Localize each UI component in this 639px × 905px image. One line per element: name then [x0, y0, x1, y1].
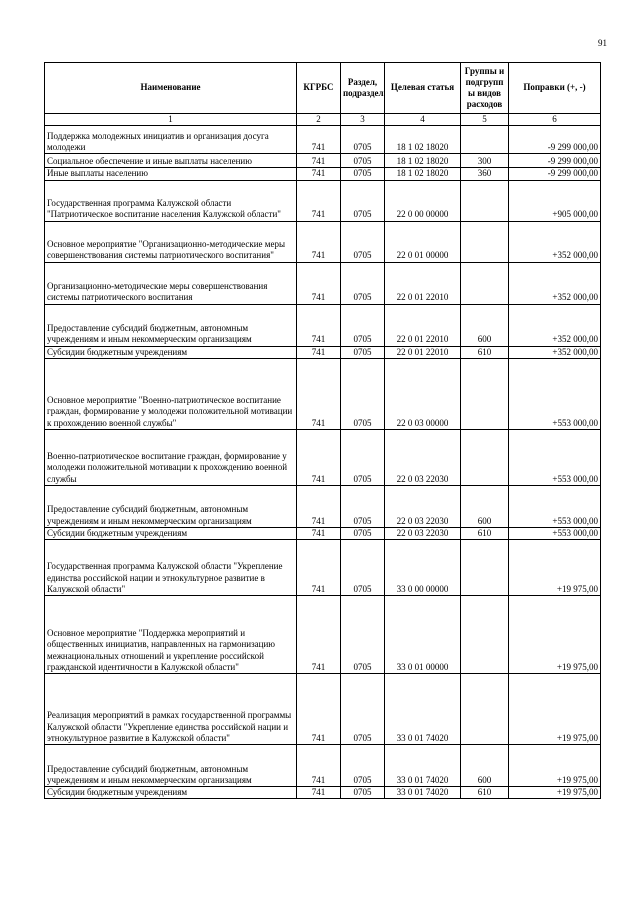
table-row — [45, 527, 601, 539]
row-group: 610 — [461, 787, 509, 799]
table-row — [45, 180, 601, 221]
row-target: 33 0 01 74020 — [385, 674, 461, 745]
row-group: 600 — [461, 304, 509, 346]
row-group: 600 — [461, 745, 509, 787]
row-kgrbs: 741 — [297, 346, 341, 358]
table-row — [45, 674, 601, 745]
row-section: 0705 — [341, 126, 385, 154]
row-section: 0705 — [341, 358, 385, 429]
column-index: 1 — [45, 114, 297, 126]
row-group — [461, 540, 509, 596]
row-amount: +352 000,00 — [509, 262, 601, 304]
row-target: 22 0 00 00000 — [385, 180, 461, 221]
row-amount: +553 000,00 — [509, 358, 601, 429]
table-row — [45, 221, 601, 262]
row-name: Субсидии бюджетным учреждениям — [45, 527, 297, 539]
table-row — [45, 262, 601, 304]
row-kgrbs: 741 — [297, 745, 341, 787]
row-section: 0705 — [341, 527, 385, 539]
table-row — [45, 787, 601, 799]
row-name: Предоставление субсидий бюджетным, автономным учреждениям и иным некоммерческим организациям — [45, 745, 297, 787]
row-target: 33 0 01 74020 — [385, 787, 461, 799]
table-row — [45, 485, 601, 527]
row-amount: +553 000,00 — [509, 429, 601, 485]
table-row — [45, 745, 601, 787]
table-row — [45, 540, 601, 596]
row-amount: +352 000,00 — [509, 221, 601, 262]
row-group — [461, 674, 509, 745]
column-index: 2 — [297, 114, 341, 126]
row-kgrbs: 741 — [297, 485, 341, 527]
row-section: 0705 — [341, 485, 385, 527]
column-index: 3 — [341, 114, 385, 126]
row-target: 22 0 01 22010 — [385, 304, 461, 346]
table-row — [45, 346, 601, 358]
row-name: Субсидии бюджетным учреждениям — [45, 346, 297, 358]
row-target: 22 0 01 22010 — [385, 262, 461, 304]
row-target: 33 0 01 74020 — [385, 745, 461, 787]
row-target: 18 1 02 18020 — [385, 168, 461, 180]
row-kgrbs: 741 — [297, 154, 341, 168]
row-target: 18 1 02 18020 — [385, 154, 461, 168]
row-target: 22 0 01 00000 — [385, 221, 461, 262]
row-amount: +352 000,00 — [509, 346, 601, 358]
row-group — [461, 221, 509, 262]
row-section: 0705 — [341, 346, 385, 358]
header-section: Раздел, подраздел — [341, 63, 385, 114]
row-section: 0705 — [341, 262, 385, 304]
row-target: 22 0 03 22030 — [385, 527, 461, 539]
row-target: 33 0 01 00000 — [385, 596, 461, 674]
row-group: 610 — [461, 527, 509, 539]
row-group: 360 — [461, 168, 509, 180]
row-amount: -9 299 000,00 — [509, 126, 601, 154]
row-name: Основное мероприятие "Поддержка мероприятий и общественных инициатив, направленных на гармонизацию межнациональных отношений и укрепление российской гражданской идентичности в Калужской области" — [45, 596, 297, 674]
row-target: 22 0 03 22030 — [385, 485, 461, 527]
row-group: 300 — [461, 154, 509, 168]
row-section: 0705 — [341, 596, 385, 674]
budget-amendments-table — [44, 62, 601, 799]
row-amount: +352 000,00 — [509, 304, 601, 346]
row-section: 0705 — [341, 540, 385, 596]
column-index: 6 — [509, 114, 601, 126]
page-number: 91 — [598, 38, 607, 48]
row-kgrbs: 741 — [297, 787, 341, 799]
row-section: 0705 — [341, 674, 385, 745]
table-row — [45, 596, 601, 674]
header-amendments: Поправки (+, -) — [509, 63, 601, 114]
row-amount: +19 975,00 — [509, 787, 601, 799]
row-section: 0705 — [341, 180, 385, 221]
row-kgrbs: 741 — [297, 221, 341, 262]
row-target: 18 1 02 18020 — [385, 126, 461, 154]
row-kgrbs: 741 — [297, 358, 341, 429]
table-row — [45, 358, 601, 429]
row-kgrbs: 741 — [297, 540, 341, 596]
row-amount: +553 000,00 — [509, 527, 601, 539]
row-amount: +905 000,00 — [509, 180, 601, 221]
row-name: Социальное обеспечение и иные выплаты населению — [45, 154, 297, 168]
row-kgrbs: 741 — [297, 674, 341, 745]
row-name: Военно-патриотическое воспитание граждан, формирование у молодежи положительной мотивации к прохождению военной службы — [45, 429, 297, 485]
row-name: Иные выплаты населению — [45, 168, 297, 180]
row-kgrbs: 741 — [297, 304, 341, 346]
table-row — [45, 304, 601, 346]
row-section: 0705 — [341, 787, 385, 799]
column-index: 4 — [385, 114, 461, 126]
column-index: 5 — [461, 114, 509, 126]
row-name: Предоставление субсидий бюджетным, автономным учреждениям и иным некоммерческим организациям — [45, 304, 297, 346]
table-body — [45, 126, 601, 799]
table-row — [45, 429, 601, 485]
row-group — [461, 180, 509, 221]
table-row — [45, 154, 601, 168]
header-groups: Группы и подгрупп ы видов расходов — [461, 63, 509, 114]
row-name: Поддержка молодежных инициатив и организация досуга молодежи — [45, 126, 297, 154]
row-amount: +553 000,00 — [509, 485, 601, 527]
row-group — [461, 358, 509, 429]
header-row — [45, 63, 601, 114]
header-name: Наименование — [45, 63, 297, 114]
row-name: Организационно-методические меры совершенствования системы патриотического воспитания — [45, 262, 297, 304]
header-kgrbs: КГРБС — [297, 63, 341, 114]
table-row — [45, 126, 601, 154]
row-name: Государственная программа Калужской области "Укрепление единства российской нации и этнокультурное развитие в Калужской области" — [45, 540, 297, 596]
row-target: 22 0 01 22010 — [385, 346, 461, 358]
row-amount: +19 975,00 — [509, 674, 601, 745]
row-amount: -9 299 000,00 — [509, 168, 601, 180]
row-group — [461, 126, 509, 154]
table-row — [45, 168, 601, 180]
row-name: Субсидии бюджетным учреждениям — [45, 787, 297, 799]
row-kgrbs: 741 — [297, 180, 341, 221]
row-kgrbs: 741 — [297, 527, 341, 539]
row-group — [461, 596, 509, 674]
row-section: 0705 — [341, 304, 385, 346]
header-target: Целевая статья — [385, 63, 461, 114]
row-name: Основное мероприятие "Организационно-методические меры совершенствования системы патриотического воспитания" — [45, 221, 297, 262]
row-name: Реализация мероприятий в рамках государственной программы Калужской области "Укрепление единства российской нации и этнокультурное развитие в Калужской области" — [45, 674, 297, 745]
row-name: Государственная программа Калужской области "Патриотическое воспитание населения Калужской области" — [45, 180, 297, 221]
row-amount: +19 975,00 — [509, 596, 601, 674]
row-group: 600 — [461, 485, 509, 527]
row-target: 22 0 03 00000 — [385, 358, 461, 429]
row-target: 33 0 00 00000 — [385, 540, 461, 596]
row-section: 0705 — [341, 154, 385, 168]
row-group: 610 — [461, 346, 509, 358]
row-target: 22 0 03 22030 — [385, 429, 461, 485]
row-kgrbs: 741 — [297, 126, 341, 154]
column-index-row — [45, 114, 601, 126]
row-amount: -9 299 000,00 — [509, 154, 601, 168]
row-amount: +19 975,00 — [509, 745, 601, 787]
row-group — [461, 429, 509, 485]
row-name: Предоставление субсидий бюджетным, автономным учреждениям и иным некоммерческим организациям — [45, 485, 297, 527]
row-group — [461, 262, 509, 304]
row-amount: +19 975,00 — [509, 540, 601, 596]
row-kgrbs: 741 — [297, 168, 341, 180]
row-kgrbs: 741 — [297, 596, 341, 674]
row-kgrbs: 741 — [297, 429, 341, 485]
row-kgrbs: 741 — [297, 262, 341, 304]
row-section: 0705 — [341, 745, 385, 787]
row-section: 0705 — [341, 168, 385, 180]
row-section: 0705 — [341, 221, 385, 262]
row-name: Основное мероприятие "Военно-патриотическое воспитание граждан, формирование у молодежи положительной мотивации к прохождению военной службы" — [45, 358, 297, 429]
row-section: 0705 — [341, 429, 385, 485]
